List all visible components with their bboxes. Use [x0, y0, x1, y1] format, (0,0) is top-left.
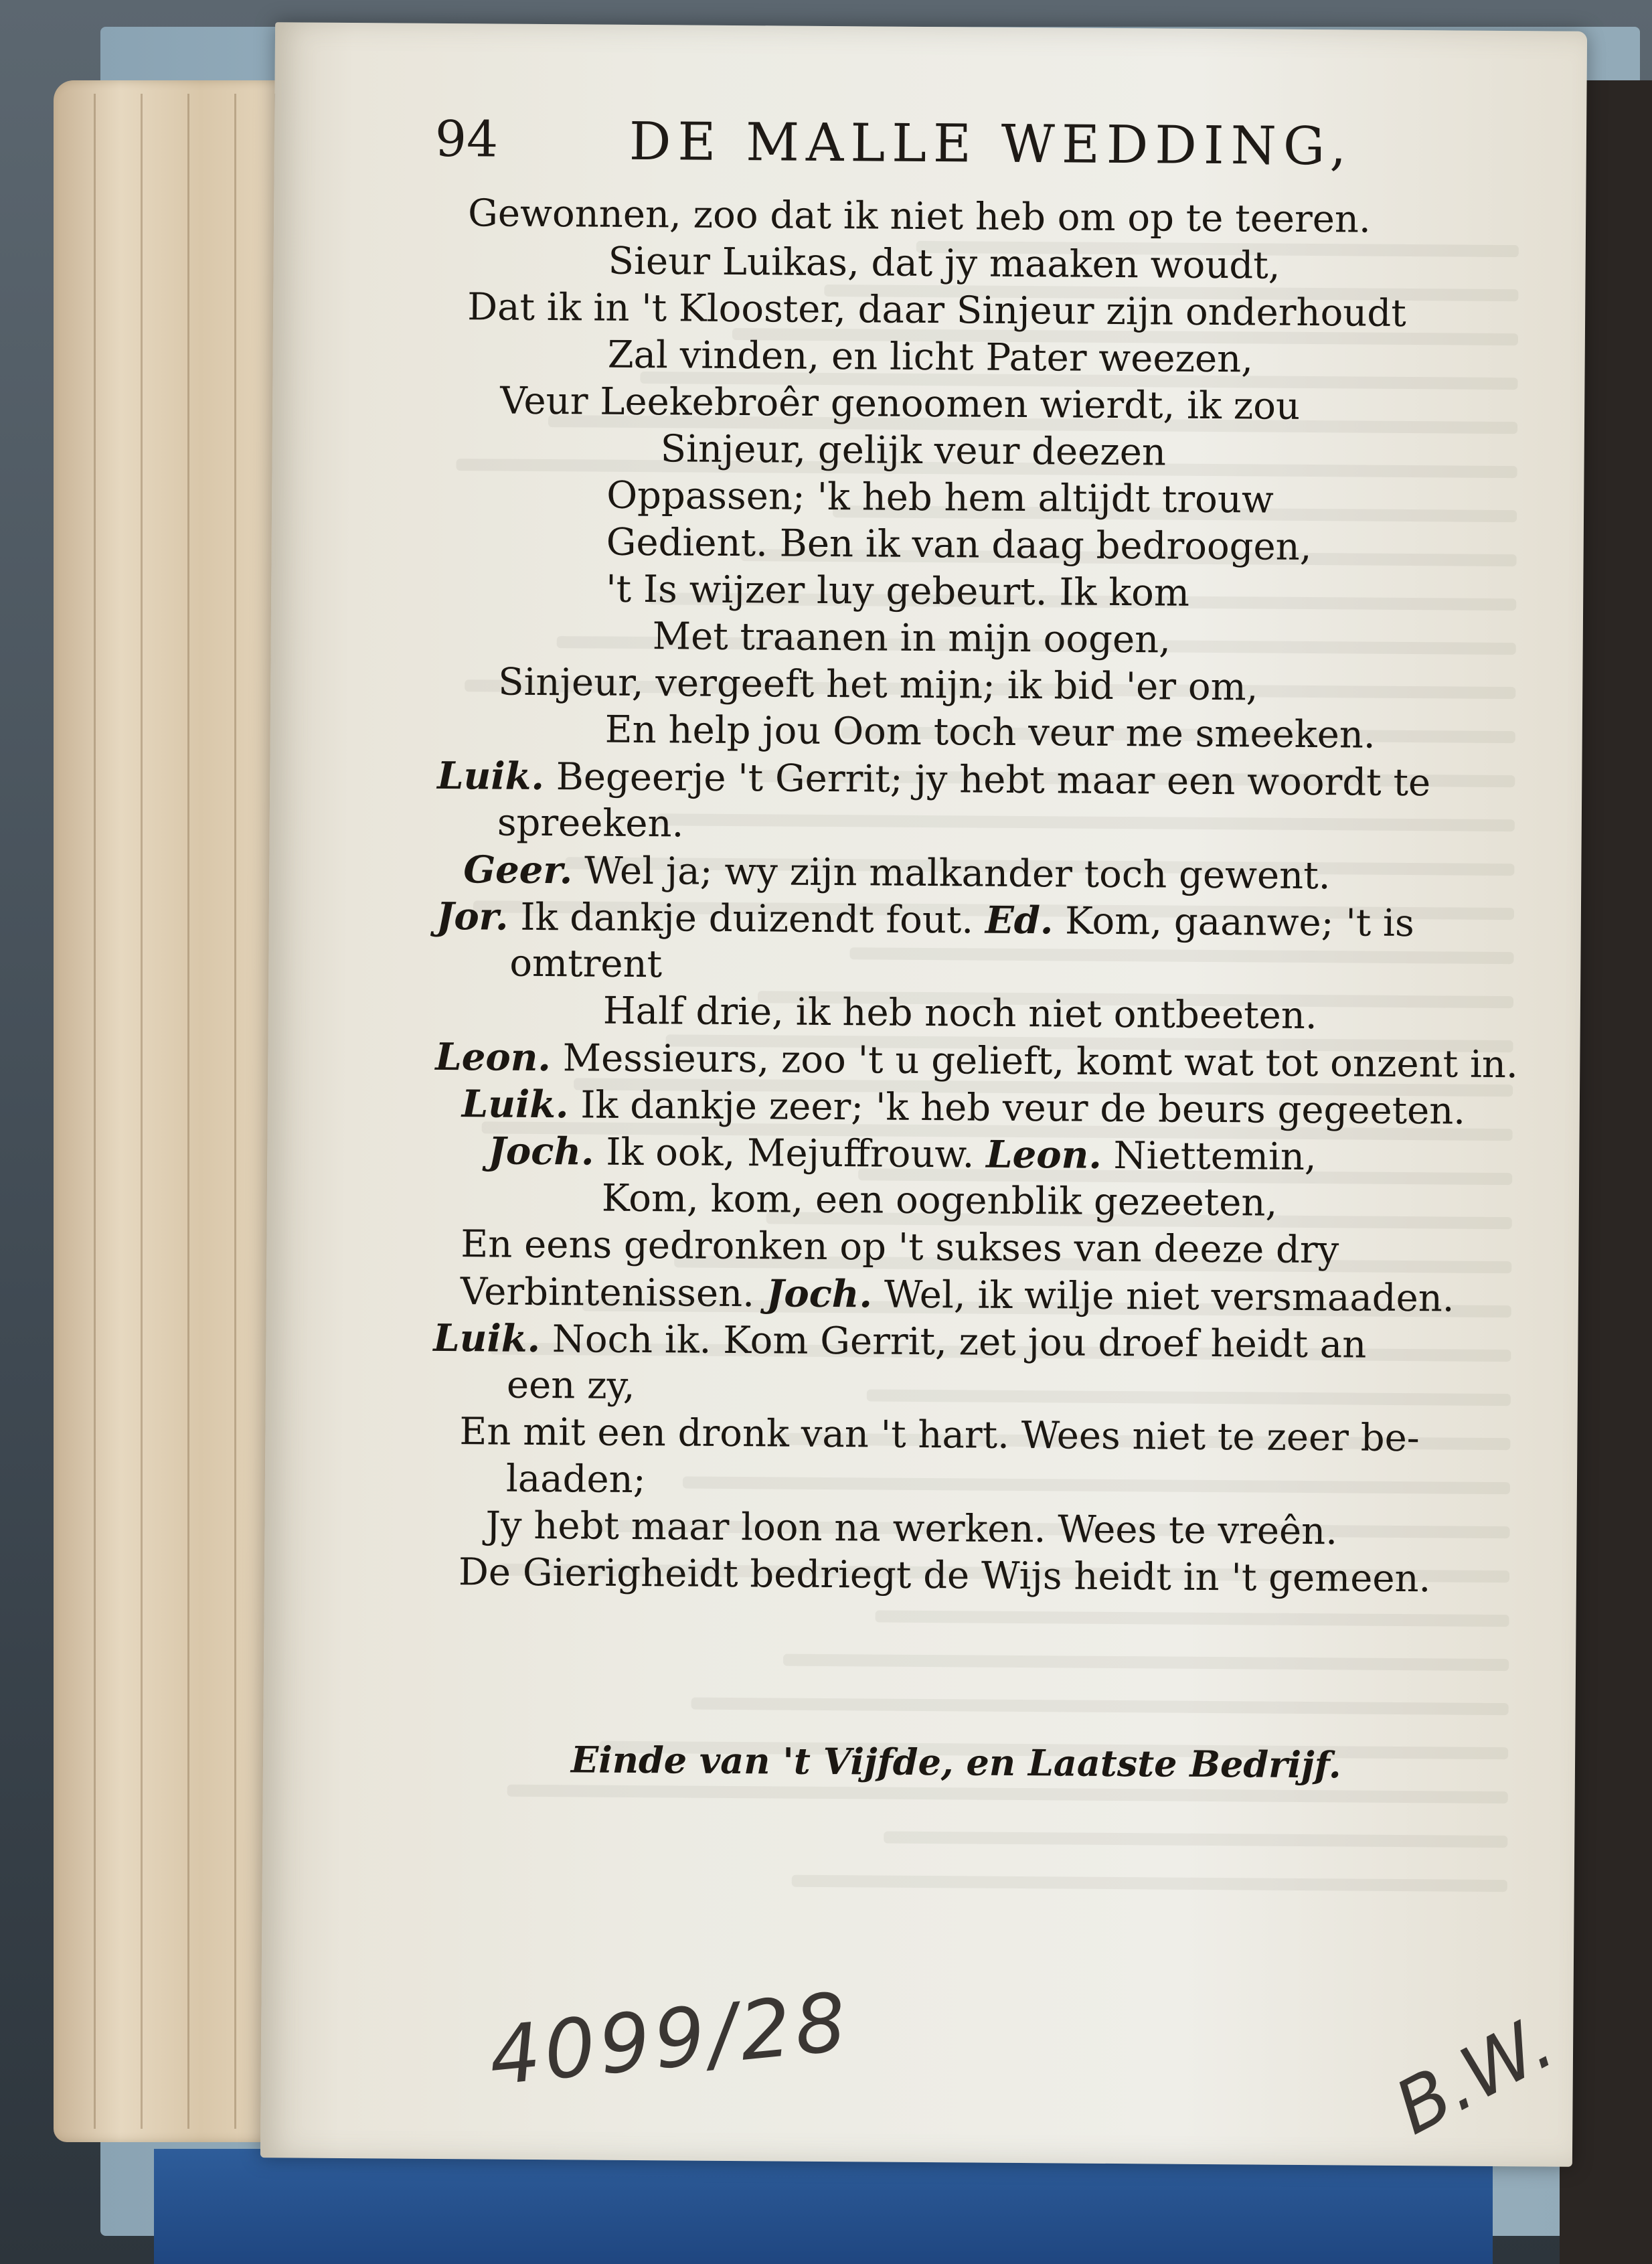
verse-text-segment: Veur Leekebroêr genoomen wierdt, ik zou: [499, 379, 1301, 428]
handwritten-shelfmark: 4099/28: [485, 1975, 855, 2104]
verse-line: [506, 1457, 646, 1503]
verse-text-segment: Half drie, ik heb noch niet ontbeeten.: [602, 989, 1317, 1038]
verse-text-segment: De Gierigheidt bedriegt de Wijs heidt in 't gemeen.: [458, 1550, 1431, 1601]
speaker-name: Geer.: [463, 847, 573, 893]
verse-text-segment: omtrent: [509, 941, 663, 987]
speaker-name: Joch.: [488, 1129, 594, 1174]
running-head: [435, 110, 1507, 178]
page-content: [260, 22, 1587, 2167]
verse-text-segment: En eens gedronken op 't sukses van deeze dry: [461, 1222, 1339, 1273]
verse-text-segment: Oppassen; 'k heb hem altijdt trouw: [606, 473, 1274, 522]
verse-line: [435, 1034, 1518, 1088]
verse-line: [603, 989, 1317, 1039]
verse-line: [468, 191, 1371, 242]
verse-text-segment: Jy hebt maar loon na werken. Wees te vreên.: [485, 1504, 1338, 1554]
verse-text-segment: Ik ook, Mejuffrouw.: [594, 1130, 987, 1177]
verse-text-segment: Messieurs, zoo 't u gelieft, komt wat tot onzent in.: [550, 1036, 1518, 1087]
verse-text: [274, 189, 1586, 1601]
verse-line: [485, 1503, 1337, 1554]
verse-text-segment: Begeerje 't Gerrit; jy hebt maar een woordt te: [544, 755, 1431, 805]
verse-line: [497, 801, 684, 847]
verse-line: [509, 941, 662, 988]
verse-line: [605, 708, 1376, 758]
verse-text-segment: Ik dankje duizendt fout.: [508, 895, 986, 943]
verse-line: [607, 333, 1253, 383]
verse-text-segment: laaden;: [505, 1457, 646, 1502]
verse-text-segment: Sinjeur, vergeeft het mijn; ik bid 'er om,: [498, 660, 1258, 710]
verse-text-segment: Wel, ik wilje niet versmaaden.: [872, 1273, 1455, 1321]
verse-line: [467, 285, 1406, 337]
verse-line: [461, 1222, 1339, 1273]
verse-line: [462, 1081, 1466, 1134]
verse-line: [602, 1176, 1278, 1226]
verse-line: [461, 1269, 1455, 1321]
verse-text-segment: Gewonnen, zoo dat ik niet heb om op te teeren.: [467, 191, 1372, 242]
verse-line: [500, 379, 1300, 430]
blue-cover-strip: [154, 2149, 1493, 2264]
verse-line: [437, 753, 1430, 806]
speaker-name: Jor.: [436, 894, 509, 939]
verse-text-segment: spreeken.: [497, 801, 684, 846]
verse-text-segment: 't Is wijzer luy gebeurt. Ik kom: [606, 567, 1190, 615]
verse-line: [606, 520, 1312, 570]
speaker-name: Ed.: [985, 898, 1054, 943]
verse-line: [606, 567, 1189, 617]
verse-text-segment: Wel ja; wy zijn malkander toch gewent.: [572, 849, 1331, 898]
speaker-name: Leon.: [986, 1132, 1102, 1178]
verse-text-segment: Sinjeur, gelijk veur deezen: [660, 427, 1167, 475]
verse-text-segment: Niettemin,: [1101, 1133, 1317, 1180]
book-page: [260, 22, 1587, 2167]
verse-line: [463, 847, 1331, 899]
verse-line: [653, 614, 1171, 663]
verse-line: [498, 660, 1258, 711]
verse-line: [660, 426, 1166, 475]
running-title: DE MALLE WEDDING,: [629, 111, 1353, 177]
speaker-name: Luik.: [461, 1082, 569, 1127]
verse-line: [488, 1128, 1317, 1180]
speaker-name: Luik.: [433, 1315, 541, 1362]
speaker-name: Joch.: [766, 1271, 873, 1317]
verse-text-segment: En help jou Oom toch veur me smeeken.: [604, 708, 1376, 757]
verse-line: [433, 1315, 1366, 1368]
verse-text-segment: Gedient. Ben ik van daag bedroogen,: [606, 520, 1312, 570]
verse-text-segment: Verbintenissen.: [460, 1270, 767, 1316]
verse-text-segment: Zal vinden, en licht Pater weezen,: [607, 333, 1254, 382]
verse-line: [608, 239, 1280, 289]
verse-text-segment: Kom, gaanwe; 't is: [1053, 899, 1414, 946]
verse-text-segment: Dat ik in 't Klooster, daar Sinjeur zijn onderhoudt: [467, 285, 1406, 336]
page-number: 94: [434, 110, 499, 169]
verse-text-segment: Kom, kom, een oogenblik gezeeten,: [601, 1176, 1278, 1225]
verse-line: [507, 1363, 635, 1409]
verse-text-segment: Noch ik. Kom Gerrit, zet jou droef heidt an: [540, 1317, 1367, 1367]
verse-line: [459, 1550, 1431, 1602]
verse-text-segment: En mit een dronk van 't hart. Wees niet te zeer be-: [459, 1410, 1420, 1461]
verse-line: [436, 894, 1414, 947]
end-of-act-line: Einde van 't Vijfde, en Laatste Bedrijf.: [570, 1738, 1341, 1787]
verse-line: [459, 1409, 1420, 1461]
verse-text-segment: Met traanen in mijn oogen,: [652, 615, 1171, 662]
speaker-name: Luik.: [437, 753, 545, 799]
verse-text-segment: Ik dankje zeer; 'k heb veur de beurs gegeeten.: [568, 1083, 1466, 1133]
verse-text-segment: Sieur Luikas, dat jy maaken woudt,: [608, 239, 1281, 288]
verse-line: [606, 473, 1274, 523]
speaker-name: Leon.: [435, 1034, 552, 1080]
handwritten-initials: B.W.: [1382, 1999, 1567, 2152]
verse-text-segment: een zy,: [506, 1363, 635, 1408]
